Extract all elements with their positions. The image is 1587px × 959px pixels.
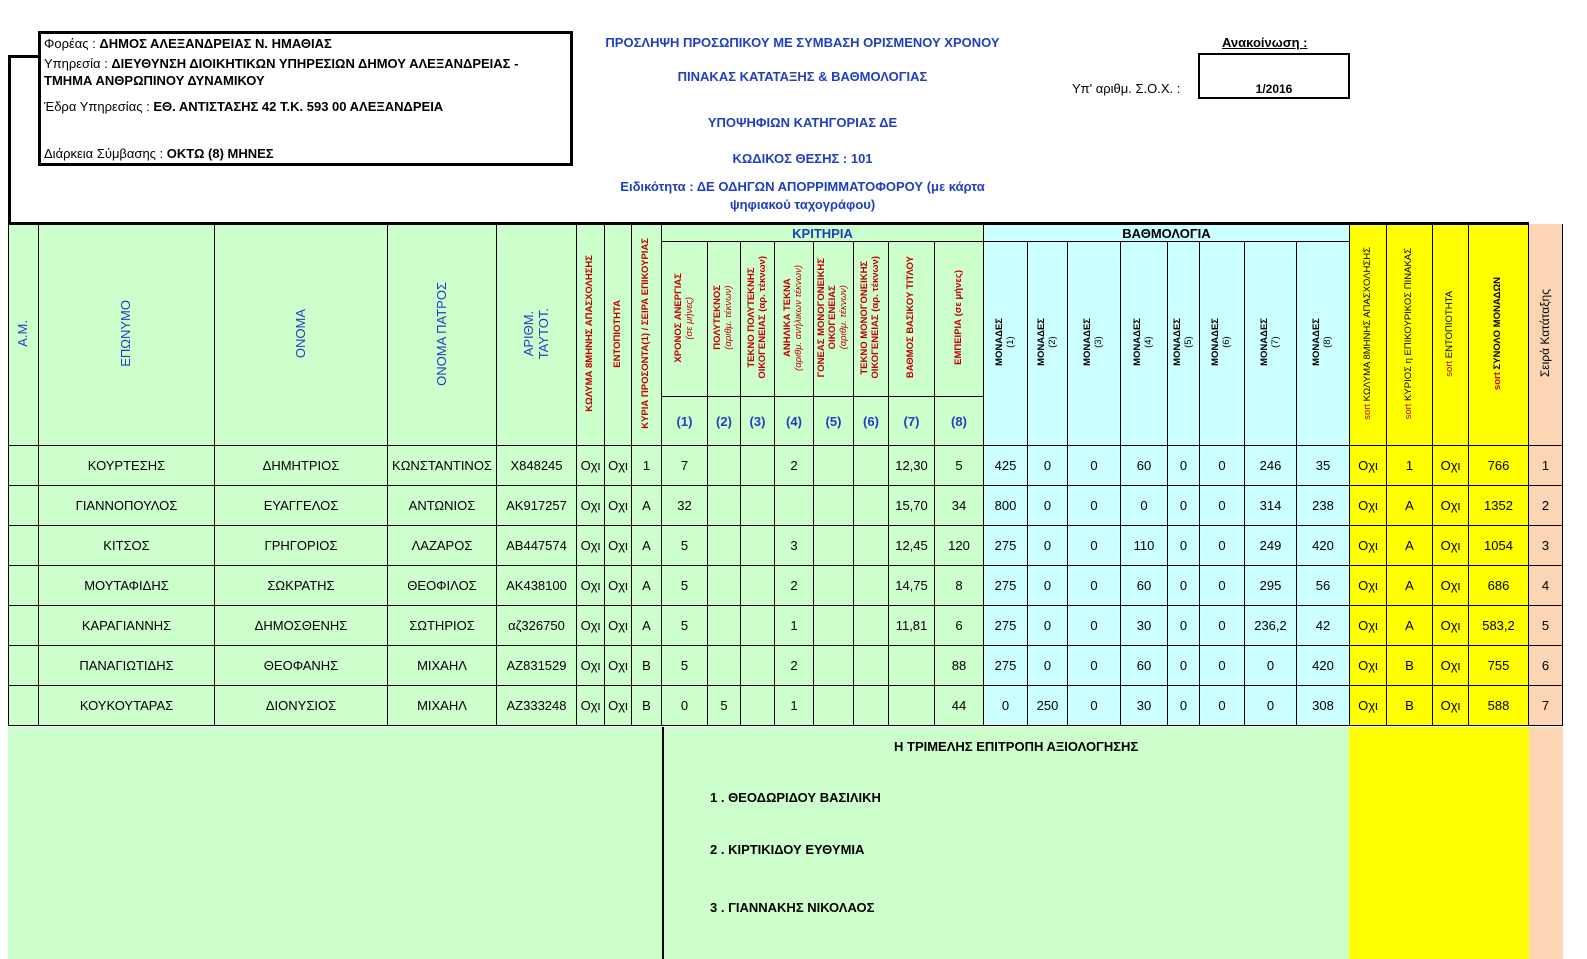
cell-monades-3: 0 bbox=[1068, 566, 1121, 606]
ranking-table bbox=[8, 222, 1563, 726]
cell-entopiotita: Οχι bbox=[605, 686, 632, 726]
cell-monades-5: 0 bbox=[1168, 486, 1200, 526]
cell-monades-3: 0 bbox=[1068, 646, 1121, 686]
cell-monades-4: 110 bbox=[1121, 526, 1168, 566]
cell-monades-8: 35 bbox=[1297, 446, 1350, 486]
bottom-orange-area bbox=[1529, 727, 1563, 959]
col-header-seira: Σειρά Κατάταξης bbox=[1529, 224, 1563, 446]
cell-onoma: ΔΗΜΗΤΡΙΟΣ bbox=[215, 446, 388, 486]
monades-header-8: ΜΟΝΑΔΕΣ (8) bbox=[1297, 242, 1350, 446]
sox-number-box bbox=[1198, 53, 1350, 99]
left-border-line bbox=[8, 55, 38, 223]
sox-label: Υπ' αριθμ. Σ.Ο.Χ. : bbox=[1072, 81, 1181, 96]
crit-num-7: (7) bbox=[889, 397, 935, 446]
cell-monades-5: 0 bbox=[1168, 566, 1200, 606]
cell-crit-3 bbox=[741, 486, 775, 526]
cell-sort-kyrios: Β bbox=[1387, 646, 1433, 686]
cell-monades-6: 0 bbox=[1200, 446, 1245, 486]
cell-crit-5 bbox=[814, 486, 854, 526]
cell-eponymo: ΚΙΤΣΟΣ bbox=[39, 526, 215, 566]
cell-crit-5 bbox=[814, 646, 854, 686]
committee-title: Η ΤΡΙΜΕΛΗΣ ΕΠΙΤΡΟΠΗ ΑΞΙΟΛΟΓΗΣΗΣ bbox=[894, 739, 1139, 754]
cell-synolo: 1054 bbox=[1469, 526, 1529, 566]
table-row bbox=[9, 686, 1563, 726]
cell-crit-8: 5 bbox=[935, 446, 984, 486]
title-line-2: ΠΙΝΑΚΑΣ ΚΑΤΑΤΑΞΗΣ & ΒΑΘΜΟΛΟΓΙΑΣ bbox=[677, 69, 928, 84]
cell-am bbox=[9, 566, 39, 606]
cell-crit-8: 8 bbox=[935, 566, 984, 606]
table-row bbox=[9, 646, 1563, 686]
cell-monades-6: 0 bbox=[1200, 686, 1245, 726]
cell-monades-6: 0 bbox=[1200, 606, 1245, 646]
cell-crit-5 bbox=[814, 566, 854, 606]
cell-crit-3 bbox=[741, 446, 775, 486]
cell-monades-5: 0 bbox=[1168, 446, 1200, 486]
cell-crit-3 bbox=[741, 526, 775, 566]
table-row bbox=[9, 486, 1563, 526]
cell-entopiotita: Οχι bbox=[605, 486, 632, 526]
table-row bbox=[9, 446, 1563, 486]
cell-crit-4: 2 bbox=[775, 446, 814, 486]
cell-crit-7 bbox=[889, 686, 935, 726]
cell-monades-6: 0 bbox=[1200, 486, 1245, 526]
cell-crit-3 bbox=[741, 686, 775, 726]
crit-num-5: (5) bbox=[814, 397, 854, 446]
specialty-line-2: ψηφιακού ταχογράφου) bbox=[729, 197, 876, 212]
cell-sort-entopiotita: Οχι bbox=[1433, 566, 1469, 606]
cell-monades-1: 275 bbox=[984, 526, 1028, 566]
cell-monades-2: 0 bbox=[1028, 446, 1068, 486]
cell-crit-1: 5 bbox=[662, 566, 708, 606]
cell-entopiotita: Οχι bbox=[605, 526, 632, 566]
cell-tautotita: ΑΚ917257 bbox=[497, 486, 577, 526]
cell-am bbox=[9, 646, 39, 686]
cell-crit-1: 5 bbox=[662, 646, 708, 686]
col-header-sort-kolyma: sort ΚΩΛΥΜΑ 8ΜΗΝΗΣ ΑΠΑΣΧΟΛΗΣΗΣ bbox=[1350, 224, 1387, 446]
cell-onoma: ΕΥΑΓΓΕΛΟΣ bbox=[215, 486, 388, 526]
cell-monades-4: 60 bbox=[1121, 566, 1168, 606]
cell-kyria: Α bbox=[632, 486, 662, 526]
cell-monades-8: 420 bbox=[1297, 646, 1350, 686]
cell-crit-4: 1 bbox=[775, 686, 814, 726]
cell-eponymo: ΓΙΑΝΝΟΠΟΥΛΟΣ bbox=[39, 486, 215, 526]
cell-onoma: ΣΩΚΡΑΤΗΣ bbox=[215, 566, 388, 606]
cell-kolyma: Οχι bbox=[577, 566, 605, 606]
committee-member-3: 3 . ΓΙΑΝΝΑΚΗΣ ΝΙΚΟΛΑΟΣ bbox=[710, 900, 875, 915]
cell-crit-5 bbox=[814, 606, 854, 646]
cell-sort-kyrios: Β bbox=[1387, 686, 1433, 726]
monades-header-1: ΜΟΝΑΔΕΣ (1) bbox=[984, 242, 1028, 446]
cell-tautotita: ΑΖ333248 bbox=[497, 686, 577, 726]
section-header-kritiria: ΚΡΙΤΗΡΙΑ bbox=[662, 224, 984, 242]
cell-crit-6 bbox=[854, 526, 889, 566]
crit-num-6: (6) bbox=[854, 397, 889, 446]
cell-sort-entopiotita: Οχι bbox=[1433, 446, 1469, 486]
cell-crit-8: 120 bbox=[935, 526, 984, 566]
cell-crit-2: 5 bbox=[708, 686, 741, 726]
edra-line: Έδρα Υπηρεσίας : ΕΘ. ΑΝΤΙΣΤΑΣΗΣ 42 Τ.Κ. 593 00 ΑΛΕΞΑΝΔΡΕΙΑ bbox=[44, 99, 444, 114]
header-row-1 bbox=[9, 224, 1563, 242]
cell-monades-1: 275 bbox=[984, 566, 1028, 606]
crit-header-6: ΤΕΚΝΟ ΜΟΝΟΓΟΝΕΙΚΗΣ ΟΙΚΟΓΕΝΕΙΑΣ (αρ. τέκνων) bbox=[854, 242, 889, 397]
cell-crit-4: 2 bbox=[775, 566, 814, 606]
cell-monades-8: 238 bbox=[1297, 486, 1350, 526]
cell-monades-5: 0 bbox=[1168, 646, 1200, 686]
cell-entopiotita: Οχι bbox=[605, 606, 632, 646]
cell-synolo: 1352 bbox=[1469, 486, 1529, 526]
cell-eponymo: ΚΑΡΑΓΙΑΝΝΗΣ bbox=[39, 606, 215, 646]
monades-header-4: ΜΟΝΑΔΕΣ (4) bbox=[1121, 242, 1168, 446]
title-line-4: ΚΩΔΙΚΟΣ ΘΕΣΗΣ : 101 bbox=[732, 151, 873, 166]
cell-crit-4: 3 bbox=[775, 526, 814, 566]
cell-kyria: Β bbox=[632, 646, 662, 686]
cell-eponymo: ΜΟΥΤΑΦΙΔΗΣ bbox=[39, 566, 215, 606]
cell-tautotita: αζ326750 bbox=[497, 606, 577, 646]
cell-monades-1: 800 bbox=[984, 486, 1028, 526]
cell-seira: 4 bbox=[1529, 566, 1563, 606]
col-header-onoma-patros: ΟΝΟΜΑ ΠΑΤΡΟΣ bbox=[388, 224, 497, 446]
cell-sort-kyrios: Α bbox=[1387, 486, 1433, 526]
cell-monades-3: 0 bbox=[1068, 686, 1121, 726]
cell-crit-7: 12,30 bbox=[889, 446, 935, 486]
cell-monades-4: 30 bbox=[1121, 606, 1168, 646]
cell-seira: 5 bbox=[1529, 606, 1563, 646]
cell-monades-6: 0 bbox=[1200, 526, 1245, 566]
cell-seira: 1 bbox=[1529, 446, 1563, 486]
cell-kolyma: Οχι bbox=[577, 646, 605, 686]
cell-monades-8: 42 bbox=[1297, 606, 1350, 646]
cell-am bbox=[9, 486, 39, 526]
cell-patros: ΑΝΤΩΝΙΟΣ bbox=[388, 486, 497, 526]
cell-monades-4: 0 bbox=[1121, 486, 1168, 526]
cell-monades-4: 60 bbox=[1121, 446, 1168, 486]
crit-header-8: ΕΜΠΕΙΡΙΑ (σε μήνες) bbox=[935, 242, 984, 397]
cell-sort-entopiotita: Οχι bbox=[1433, 646, 1469, 686]
cell-sort-kolyma: Οχι bbox=[1350, 606, 1387, 646]
cell-crit-1: 7 bbox=[662, 446, 708, 486]
cell-crit-6 bbox=[854, 446, 889, 486]
col-header-am: Α.Μ. bbox=[9, 224, 39, 446]
monades-header-3: ΜΟΝΑΔΕΣ (3) bbox=[1068, 242, 1121, 446]
cell-kolyma: Οχι bbox=[577, 486, 605, 526]
cell-kolyma: Οχι bbox=[577, 526, 605, 566]
table-row bbox=[9, 566, 1563, 606]
col-header-entopiotita: ΕΝΤΟΠΙΟΤΗΤΑ bbox=[605, 224, 632, 446]
cell-sort-entopiotita: Οχι bbox=[1433, 526, 1469, 566]
cell-onoma: ΘΕΟΦΑΝΗΣ bbox=[215, 646, 388, 686]
cell-sort-kyrios: Α bbox=[1387, 606, 1433, 646]
cell-monades-8: 308 bbox=[1297, 686, 1350, 726]
col-header-sort-entopiotita: sort ΕΝΤΟΠΙΟΤΗΤΑ bbox=[1433, 224, 1469, 446]
cell-kyria: Α bbox=[632, 526, 662, 566]
cell-crit-2 bbox=[708, 486, 741, 526]
cell-sort-kolyma: Οχι bbox=[1350, 526, 1387, 566]
cell-crit-5 bbox=[814, 446, 854, 486]
cell-monades-4: 60 bbox=[1121, 646, 1168, 686]
crit-header-3: ΤΕΚΝΟ ΠΟΛΥΤΕΚΝΗΣ ΟΙΚΟΓΕΝΕΙΑΣ (αρ. τέκνων) bbox=[741, 242, 775, 397]
cell-entopiotita: Οχι bbox=[605, 646, 632, 686]
cell-crit-4: 2 bbox=[775, 646, 814, 686]
cell-synolo: 583,2 bbox=[1469, 606, 1529, 646]
crit-num-3: (3) bbox=[741, 397, 775, 446]
cell-crit-6 bbox=[854, 486, 889, 526]
cell-monades-1: 0 bbox=[984, 686, 1028, 726]
cell-monades-2: 0 bbox=[1028, 606, 1068, 646]
cell-tautotita: ΑΚ438100 bbox=[497, 566, 577, 606]
cell-monades-7: 0 bbox=[1245, 686, 1297, 726]
cell-patros: ΚΩΝΣΤΑΝΤΙΝΟΣ bbox=[388, 446, 497, 486]
cell-monades-6: 0 bbox=[1200, 566, 1245, 606]
cell-monades-2: 0 bbox=[1028, 486, 1068, 526]
cell-crit-7: 12,45 bbox=[889, 526, 935, 566]
agency-info-box bbox=[38, 31, 573, 166]
cell-monades-5: 0 bbox=[1168, 526, 1200, 566]
cell-seira: 2 bbox=[1529, 486, 1563, 526]
cell-monades-8: 56 bbox=[1297, 566, 1350, 606]
cell-kolyma: Οχι bbox=[577, 446, 605, 486]
col-header-onoma: ΟΝΟΜΑ bbox=[215, 224, 388, 446]
crit-header-5: ΓΟΝΕΑΣ ΜΟΝΟΓΟΝΕΙΚΗΣ ΟΙΚΟΓΕΝΕΙΑΣ (αριθμ. τέκνων) bbox=[814, 242, 854, 397]
cell-patros: ΜΙΧΑΗΛ bbox=[388, 646, 497, 686]
section-header-vathmologia: ΒΑΘΜΟΛΟΓΙΑ bbox=[984, 224, 1350, 242]
monades-header-7: ΜΟΝΑΔΕΣ (7) bbox=[1245, 242, 1297, 446]
cell-monades-1: 275 bbox=[984, 606, 1028, 646]
ypiresia-line-2: ΤΜΗΜΑ ΑΝΘΡΩΠΙΝΟΥ ΔΥΝΑΜΙΚΟΥ bbox=[44, 73, 265, 88]
cell-kyria: Β bbox=[632, 686, 662, 726]
cell-monades-3: 0 bbox=[1068, 486, 1121, 526]
diarkeia-line: Διάρκεια Σύμβασης : ΟΚΤΩ (8) ΜΗΝΕΣ bbox=[44, 146, 274, 161]
cell-am bbox=[9, 526, 39, 566]
cell-monades-2: 0 bbox=[1028, 526, 1068, 566]
cell-tautotita: ΑΖ831529 bbox=[497, 646, 577, 686]
cell-kolyma: Οχι bbox=[577, 606, 605, 646]
cell-monades-7: 246 bbox=[1245, 446, 1297, 486]
table-row bbox=[9, 606, 1563, 646]
cell-monades-7: 314 bbox=[1245, 486, 1297, 526]
cell-monades-8: 420 bbox=[1297, 526, 1350, 566]
cell-monades-7: 295 bbox=[1245, 566, 1297, 606]
bottom-yellow-area bbox=[1349, 727, 1529, 959]
cell-patros: ΜΙΧΑΗΛ bbox=[388, 686, 497, 726]
cell-monades-2: 0 bbox=[1028, 646, 1068, 686]
cell-sort-kolyma: Οχι bbox=[1350, 486, 1387, 526]
cell-seira: 3 bbox=[1529, 526, 1563, 566]
cell-crit-8: 34 bbox=[935, 486, 984, 526]
cell-eponymo: ΚΟΥΚΟΥΤΑΡΑΣ bbox=[39, 686, 215, 726]
cell-crit-8: 88 bbox=[935, 646, 984, 686]
crit-num-4: (4) bbox=[775, 397, 814, 446]
cell-crit-6 bbox=[854, 686, 889, 726]
cell-tautotita: ΑΒ447574 bbox=[497, 526, 577, 566]
cell-crit-8: 6 bbox=[935, 606, 984, 646]
cell-monades-7: 0 bbox=[1245, 646, 1297, 686]
cell-sort-entopiotita: Οχι bbox=[1433, 486, 1469, 526]
cell-crit-7: 14,75 bbox=[889, 566, 935, 606]
col-header-sort-synolo: sort ΣΥΝΟΛΟ ΜΟΝΑΔΩΝ bbox=[1469, 224, 1529, 446]
crit-header-7: ΒΑΘΜΟΣ ΒΑΣΙΚΟΥ ΤΙΤΛΟΥ bbox=[889, 242, 935, 397]
cell-monades-2: 0 bbox=[1028, 566, 1068, 606]
cell-crit-3 bbox=[741, 566, 775, 606]
cell-sort-entopiotita: Οχι bbox=[1433, 686, 1469, 726]
monades-header-2: ΜΟΝΑΔΕΣ (2) bbox=[1028, 242, 1068, 446]
ypiresia-line: Υπηρεσία : ΔΙΕΥΘΥΝΣΗ ΔΙΟΙΚΗΤΙΚΩΝ ΥΠΗΡΕΣΙΩΝ ΔΗΜΟΥ ΑΛΕΞΑΝΔΡΕΙΑΣ - bbox=[44, 56, 519, 71]
cell-patros: ΣΩΤΗΡΙΟΣ bbox=[388, 606, 497, 646]
cell-synolo: 686 bbox=[1469, 566, 1529, 606]
cell-entopiotita: Οχι bbox=[605, 566, 632, 606]
title-line-1: ΠΡΟΣΛΗΨΗ ΠΡΟΣΩΠΙΚΟΥ ΜΕ ΣΥΜΒΑΣΗ ΟΡΙΣΜΕΝΟΥ ΧΡΟΝΟΥ bbox=[605, 35, 1000, 50]
crit-num-1: (1) bbox=[662, 397, 708, 446]
table-row bbox=[9, 526, 1563, 566]
cell-crit-2 bbox=[708, 566, 741, 606]
cell-sort-kyrios: Α bbox=[1387, 566, 1433, 606]
cell-monades-1: 275 bbox=[984, 646, 1028, 686]
specialty-line-1: Ειδικότητα : ΔΕ ΟΔΗΓΩΝ ΑΠΟΡΡΙΜΜΑΤΟΦΟΡΟΥ (με κάρτα bbox=[620, 179, 985, 194]
bottom-left-area bbox=[8, 727, 662, 959]
cell-kyria: Α bbox=[632, 606, 662, 646]
cell-sort-kyrios: Α bbox=[1387, 526, 1433, 566]
cell-crit-4 bbox=[775, 486, 814, 526]
crit-header-1: ΧΡΟΝΟΣ ΑΝΕΡΓΙΑΣ (σε μήνες) bbox=[662, 242, 708, 397]
cell-crit-2 bbox=[708, 526, 741, 566]
cell-crit-2 bbox=[708, 646, 741, 686]
col-header-eponymo: ΕΠΩΝΥΜΟ bbox=[39, 224, 215, 446]
cell-monades-3: 0 bbox=[1068, 446, 1121, 486]
cell-sort-kyrios: 1 bbox=[1387, 446, 1433, 486]
cell-crit-2 bbox=[708, 446, 741, 486]
cell-eponymo: ΠΑΝΑΓΙΩΤΙΔΗΣ bbox=[39, 646, 215, 686]
cell-sort-entopiotita: Οχι bbox=[1433, 606, 1469, 646]
cell-crit-1: 5 bbox=[662, 526, 708, 566]
cell-am bbox=[9, 686, 39, 726]
cell-crit-2 bbox=[708, 606, 741, 646]
cell-crit-7 bbox=[889, 646, 935, 686]
monades-header-6: ΜΟΝΑΔΕΣ (6) bbox=[1200, 242, 1245, 446]
crit-header-4: ΑΝΗΛΙΚΑ ΤΕΚΝΑ (αριθμ. ανήλικων τέκνων) bbox=[775, 242, 814, 397]
col-header-kyria: ΚΥΡΙΑ ΠΡΟΣΟΝΤΑ(1) / ΣΕΙΡΑ ΕΠΙΚΟΥΡΙΑΣ bbox=[632, 224, 662, 446]
cell-am bbox=[9, 606, 39, 646]
cell-monades-1: 425 bbox=[984, 446, 1028, 486]
cell-crit-1: 32 bbox=[662, 486, 708, 526]
cell-seira: 7 bbox=[1529, 686, 1563, 726]
cell-crit-5 bbox=[814, 526, 854, 566]
cell-am bbox=[9, 446, 39, 486]
cell-synolo: 755 bbox=[1469, 646, 1529, 686]
cell-crit-8: 44 bbox=[935, 686, 984, 726]
cell-monades-5: 0 bbox=[1168, 606, 1200, 646]
committee-member-2: 2 . ΚΙΡΤΙΚΙΔΟΥ ΕΥΘΥΜΙΑ bbox=[710, 842, 865, 857]
cell-monades-7: 249 bbox=[1245, 526, 1297, 566]
cell-sort-kolyma: Οχι bbox=[1350, 646, 1387, 686]
cell-sort-kolyma: Οχι bbox=[1350, 686, 1387, 726]
crit-num-2: (2) bbox=[708, 397, 741, 446]
cell-monades-6: 0 bbox=[1200, 646, 1245, 686]
cell-monades-5: 0 bbox=[1168, 686, 1200, 726]
col-header-arithm-tautot: ΑΡΙΘΜ. ΤΑΥΤΟΤ. bbox=[497, 224, 577, 446]
cell-synolo: 588 bbox=[1469, 686, 1529, 726]
cell-monades-4: 30 bbox=[1121, 686, 1168, 726]
cell-onoma: ΔΙΟΝΥΣΙΟΣ bbox=[215, 686, 388, 726]
cell-crit-3 bbox=[741, 646, 775, 686]
cell-patros: ΛΑΖΑΡΟΣ bbox=[388, 526, 497, 566]
cell-crit-5 bbox=[814, 686, 854, 726]
cell-crit-6 bbox=[854, 646, 889, 686]
cell-tautotita: Χ848245 bbox=[497, 446, 577, 486]
col-header-sort-kyrios: sort ΚΥΡΙΟΣ η ΕΠΙΚΟΥΡΙΚΟΣ ΠΙΝΑΚΑΣ bbox=[1387, 224, 1433, 446]
cell-crit-6 bbox=[854, 566, 889, 606]
monades-header-5: ΜΟΝΑΔΕΣ (5) bbox=[1168, 242, 1200, 446]
cell-crit-7: 11,81 bbox=[889, 606, 935, 646]
cell-kyria: 1 bbox=[632, 446, 662, 486]
sox-number: 1/2016 bbox=[1255, 82, 1293, 96]
cell-seira: 6 bbox=[1529, 646, 1563, 686]
cell-onoma: ΔΗΜΟΣΘΕΝΗΣ bbox=[215, 606, 388, 646]
cell-crit-3 bbox=[741, 606, 775, 646]
cell-synolo: 766 bbox=[1469, 446, 1529, 486]
cell-kyria: Α bbox=[632, 566, 662, 606]
title-line-3: ΥΠΟΨΗΦΙΩΝ ΚΑΤΗΓΟΡΙΑΣ ΔΕ bbox=[707, 115, 898, 130]
cell-entopiotita: Οχι bbox=[605, 446, 632, 486]
cell-eponymo: ΚΟΥΡΤΕΣΗΣ bbox=[39, 446, 215, 486]
cell-sort-kolyma: Οχι bbox=[1350, 566, 1387, 606]
committee-area bbox=[662, 727, 1349, 959]
cell-crit-1: 0 bbox=[662, 686, 708, 726]
cell-sort-kolyma: Οχι bbox=[1350, 446, 1387, 486]
committee-member-1: 1 . ΘΕΟΔΩΡΙΔΟΥ ΒΑΣΙΛΙΚΗ bbox=[710, 790, 881, 805]
foreas-line: Φορέας : ΔΗΜΟΣ ΑΛΕΞΑΝΔΡΕΙΑΣ Ν. ΗΜΑΘΙΑΣ bbox=[44, 36, 332, 51]
cell-monades-3: 0 bbox=[1068, 606, 1121, 646]
cell-monades-7: 236,2 bbox=[1245, 606, 1297, 646]
cell-crit-7: 15,70 bbox=[889, 486, 935, 526]
cell-crit-6 bbox=[854, 606, 889, 646]
cell-crit-1: 5 bbox=[662, 606, 708, 646]
crit-header-2: ΠΟΛΥΤΕΚΝΟΣ (αριθμ. τέκνων) bbox=[708, 242, 741, 397]
col-header-kolyma: ΚΩΛΥΜΑ 8ΜΗΝΗΣ ΑΠΑΣΧΟΛΗΣΗΣ bbox=[577, 224, 605, 446]
cell-onoma: ΓΡΗΓΟΡΙΟΣ bbox=[215, 526, 388, 566]
crit-num-8: (8) bbox=[935, 397, 984, 446]
cell-patros: ΘΕΟΦΙΛΟΣ bbox=[388, 566, 497, 606]
cell-monades-3: 0 bbox=[1068, 526, 1121, 566]
cell-monades-2: 250 bbox=[1028, 686, 1068, 726]
cell-crit-4: 1 bbox=[775, 606, 814, 646]
cell-kolyma: Οχι bbox=[577, 686, 605, 726]
announcement-label: Ανακοίνωση : bbox=[1222, 35, 1308, 50]
